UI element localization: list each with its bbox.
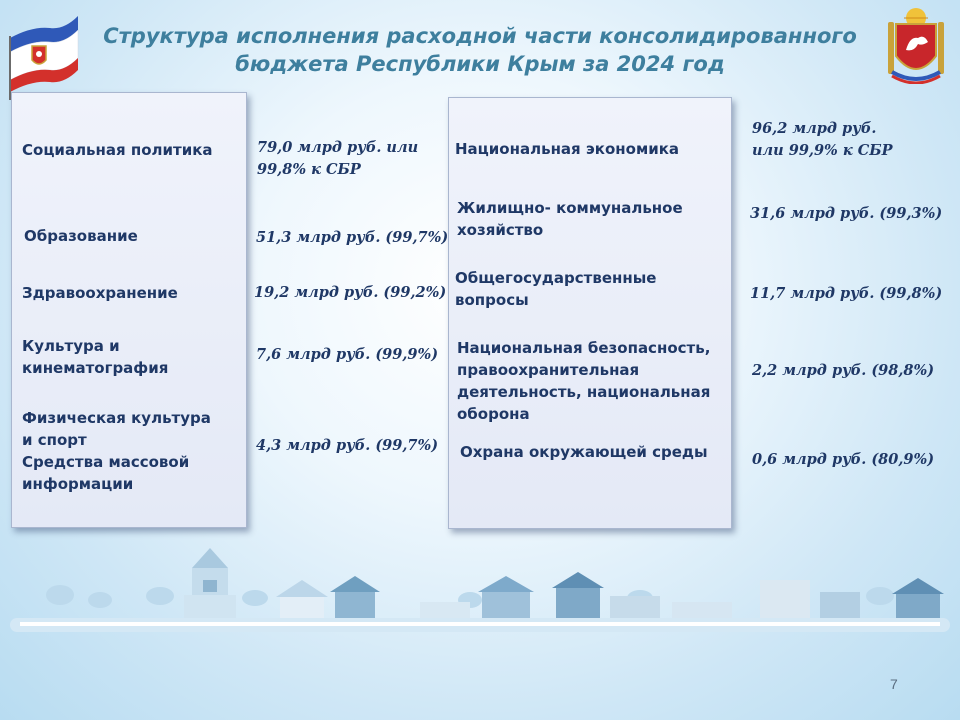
category-label-sport-media: Физическая культура и спорт Средства массовой информации (22, 409, 211, 493)
category-value-security-defense: 2,2 млрд руб. (98,8%) (752, 362, 935, 379)
category-label-security-defense: Национальная безопасность, правоохранительная деятельность, национальная оборона (457, 339, 711, 423)
category-label-education: Образование (24, 227, 138, 245)
category-value-education: 51,3 млрд руб. (99,7%) (256, 229, 449, 246)
crimea-coat-of-arms-icon (884, 6, 948, 84)
category-label-housing-utilities: Жилищно- коммунальное хозяйство (457, 199, 683, 239)
page-number: 7 (890, 676, 898, 692)
category-value-social-policy: 79,0 млрд руб. или 99,8% к СБР (257, 139, 419, 178)
page-title (90, 22, 870, 78)
category-label-healthcare: Здравоохранение (22, 284, 178, 302)
category-value-national-economy: 96,2 млрд руб. или 99,9% к СБР (752, 120, 893, 159)
title-line-2: бюджета Республики Крым за 2024 год (235, 52, 725, 76)
category-label-culture: Культура и кинематография (22, 337, 169, 377)
title-line-1: Структура исполнения расходной части консолидированного (103, 24, 857, 48)
city-skyline-illustration (0, 540, 960, 650)
right-category-panel (448, 97, 732, 529)
category-label-general-state-issues: Общегосударственные вопросы (455, 269, 657, 309)
category-value-environment: 0,6 млрд руб. (80,9%) (752, 451, 935, 468)
category-label-social-policy: Социальная политика (22, 141, 213, 159)
category-value-general-state-issues: 11,7 млрд руб. (99,8%) (750, 285, 943, 302)
crimea-flag-icon (2, 8, 82, 100)
category-value-culture: 7,6 млрд руб. (99,9%) (256, 346, 439, 363)
category-value-sport-media: 4,3 млрд руб. (99,7%) (256, 437, 439, 454)
category-label-national-economy: Национальная экономика (455, 140, 680, 158)
category-label-environment: Охрана окружающей среды (460, 443, 708, 461)
category-value-healthcare: 19,2 млрд руб. (99,2%) (254, 284, 447, 301)
category-value-housing-utilities: 31,6 млрд руб. (99,3%) (750, 205, 943, 222)
